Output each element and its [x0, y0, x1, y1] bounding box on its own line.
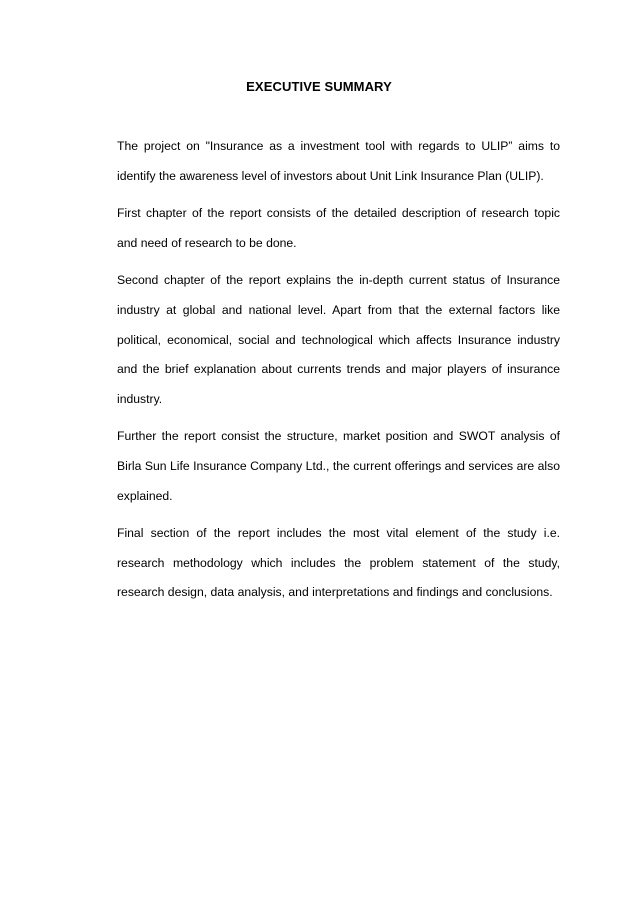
paragraph-project-aim: The project on "Insurance as a investment tool with regards to ULIP” aims to identify the awareness level of investors about Unit Link Insurance Plan (ULIP). — [117, 139, 560, 183]
page-title: EXECUTIVE SUMMARY — [246, 79, 392, 94]
paragraph-first-chapter: First chapter of the report consists of the detailed description of research topic and need of research to be done. — [117, 206, 560, 250]
paragraph-final-section: Final section of the report includes the most vital element of the study i.e. research methodology which includes the problem statement of the study, research design, data analysis, and interpretations and findings and conclusions. — [117, 526, 560, 600]
paragraph-company-analysis: Further the report consist the structure, market position and SWOT analysis of Birla Sun Life Insurance Company Ltd., the current offerings and services are also explained. — [117, 429, 560, 503]
body-text — [117, 132, 560, 609]
paragraph-second-chapter: Second chapter of the report explains the in-depth current status of Insurance industry at global and national level. Apart from that the external factors like political, economical, social and technological which affects Insurance industry and the brief explanation about currents trends and major players of insurance industry. — [117, 273, 560, 406]
